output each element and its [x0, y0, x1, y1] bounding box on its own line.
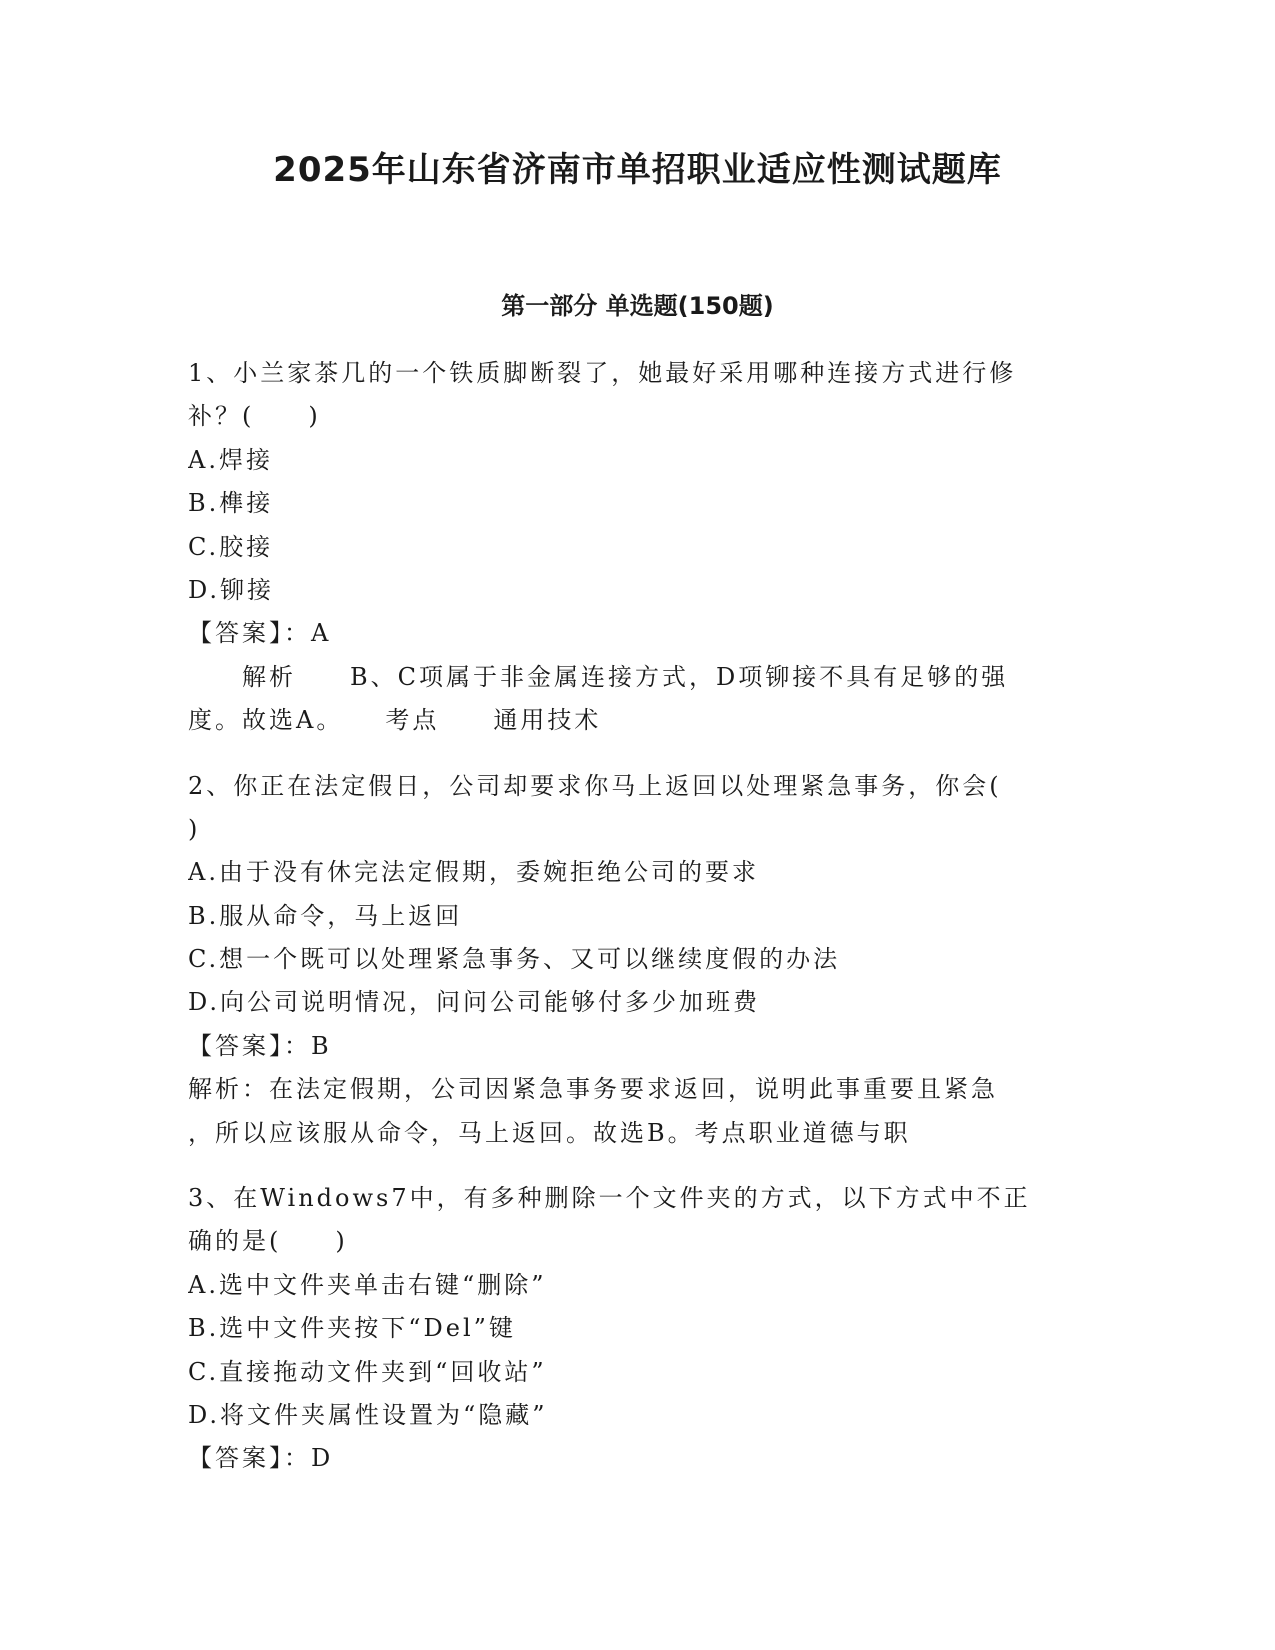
option-c: C.想一个既可以处理紧急事务、又可以继续度假的办法 [188, 945, 841, 974]
question-1 [188, 352, 1076, 743]
question-stem-line: 3、在Windows7中，有多种删除一个文件夹的方式，以下方式中不正 [188, 1184, 1031, 1213]
option-d: D.铆接 [188, 575, 275, 604]
option-c: C.胶接 [188, 532, 274, 561]
analysis-line: 解析：在法定假期，公司因紧急事务要求返回，说明此事重要且紧急 [188, 1075, 998, 1104]
option-a: A.焊接 [188, 445, 273, 474]
section-heading: 第一部分 单选题(150题) [501, 292, 774, 320]
question-2 [188, 765, 1076, 1156]
option-a: A.由于没有休完法定假期，委婉拒绝公司的要求 [188, 858, 759, 887]
question-stem-line: 2、你正在法定假日，公司却要求你马上返回以处理紧急事务，你会( [188, 771, 1002, 800]
answer-line: 【答案】：A [188, 619, 332, 648]
question-list [188, 352, 1076, 1481]
option-a: A.选中文件夹单击右键“删除” [188, 1270, 547, 1299]
analysis-line: 解析 B、C项属于非金属连接方式，D项铆接不具有足够的强 [188, 662, 1009, 691]
option-c: C.直接拖动文件夹到“回收站” [188, 1357, 547, 1386]
question-3 [188, 1177, 1076, 1481]
question-stem-line: ) [188, 814, 201, 843]
option-b: B.服从命令，马上返回 [188, 901, 463, 930]
option-d: D.向公司说明情况，问问公司能够付多少加班费 [188, 988, 761, 1017]
document-title: 2025年山东省济南市单招职业适应性测试题库 [273, 150, 1002, 190]
question-stem-line: 确的是( ) [188, 1227, 348, 1256]
analysis-line: 度。故选A。 考点 通用技术 [188, 706, 602, 735]
option-d: D.将文件夹属性设置为“隐藏” [188, 1400, 548, 1429]
question-stem-line: 补？( ) [188, 402, 321, 431]
option-b: B.榫接 [188, 489, 274, 518]
answer-line: 【答案】：D [188, 1444, 334, 1473]
option-b: B.选中文件夹按下“Del”键 [188, 1314, 516, 1343]
analysis-line: ，所以应该服从命令，马上返回。故选B。考点职业道德与职 [188, 1118, 911, 1147]
answer-line: 【答案】：B [188, 1031, 332, 1060]
question-stem-line: 1、小兰家茶几的一个铁质脚断裂了，她最好采用哪种连接方式进行修 [188, 359, 1017, 387]
